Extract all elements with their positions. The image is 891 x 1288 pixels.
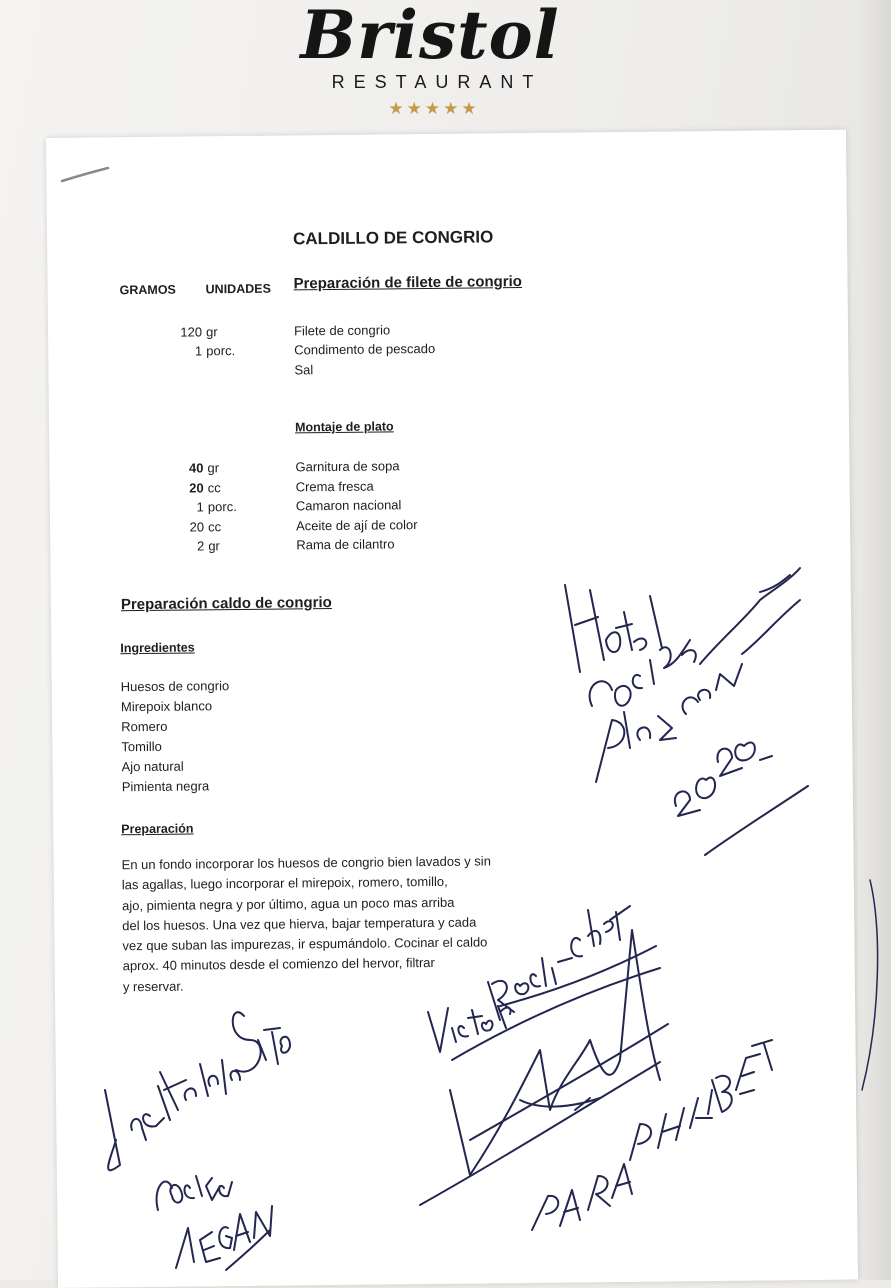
ingredients-heading: Ingredientes xyxy=(120,640,195,656)
filete-qty: 120 xyxy=(180,324,203,340)
montaje-qty: 40 xyxy=(188,460,204,476)
montaje-qty: 1 xyxy=(196,499,204,515)
section-heading-montaje: Montaje de plato xyxy=(294,419,394,435)
preparation-line: En un fondo incorporar los huesos de congrio bien lavados y sin xyxy=(121,853,491,873)
filete-unit: porc. xyxy=(206,343,236,359)
preparation-heading: Preparación xyxy=(121,821,194,837)
preparation-line: del los huesos. Una vez que hierva, bajar temperatura y cada xyxy=(122,914,477,934)
montaje-unit: porc. xyxy=(207,499,237,515)
filete-ingredient: Sal xyxy=(294,362,314,378)
filete-ingredient: Filete de congrio xyxy=(293,322,391,339)
preparation-line: ajo, pimienta negra y por último, agua un poco mas arriba xyxy=(121,894,455,913)
menu-cover-edge xyxy=(858,0,891,1280)
montaje-ingredient: Crema fresca xyxy=(295,478,374,495)
filete-ingredient: Condimento de pescado xyxy=(294,340,436,358)
caldo-ingredient: Romero xyxy=(121,718,168,735)
caldo-ingredient: Pimienta negra xyxy=(121,778,210,795)
column-header-units: UNIDADES xyxy=(205,281,271,297)
restaurant-logo: Bristol xyxy=(300,0,560,74)
restaurant-subtitle: RESTAURANT xyxy=(331,72,543,92)
montaje-unit: cc xyxy=(208,519,222,535)
caldo-ingredient: Tomillo xyxy=(121,738,162,755)
caldo-ingredient: Mirepoix blanco xyxy=(120,698,213,715)
montaje-ingredient: Garnitura de sopa xyxy=(295,458,400,475)
preparation-line: y reservar. xyxy=(122,978,184,995)
caldo-ingredient: Huesos de congrio xyxy=(120,678,230,695)
montaje-unit: cc xyxy=(207,480,221,496)
filete-unit: gr xyxy=(205,324,218,340)
preparation-line: aprox. 40 minutos desde el comienzo del hervor, filtrar xyxy=(122,955,435,974)
montaje-ingredient: Camaron nacional xyxy=(295,497,402,514)
section-heading-filete: Preparación de filete de congrio xyxy=(293,273,523,293)
restaurant-brand xyxy=(250,0,610,119)
section-heading-caldo: Preparación caldo de congrio xyxy=(120,594,332,614)
recipe-title: CALDILLO DE CONGRIO xyxy=(292,227,494,249)
preparation-line: las agallas, luego incorporar el mirepoix, romero, tomillo, xyxy=(121,874,448,893)
montaje-unit: gr xyxy=(207,460,220,476)
montaje-ingredient: Aceite de ají de color xyxy=(295,517,418,534)
montaje-unit: gr xyxy=(208,538,220,554)
column-header-grams: GRAMOS xyxy=(119,282,176,298)
montaje-qty: 20 xyxy=(189,519,205,535)
montaje-ingredient: Rama de cilantro xyxy=(296,536,395,553)
montaje-qty: 20 xyxy=(189,480,204,496)
preparation-line: vez que suban las impurezas, ir espumándolo. Cocinar el caldo xyxy=(122,934,488,954)
filete-qty: 1 xyxy=(194,343,203,359)
montaje-qty: 2 xyxy=(196,538,205,554)
recipe-sheet xyxy=(46,130,858,1288)
rating-stars-icon: ★★★★★ xyxy=(388,99,480,118)
caldo-ingredient: Ajo natural xyxy=(121,758,184,775)
preparation-text xyxy=(122,851,523,997)
